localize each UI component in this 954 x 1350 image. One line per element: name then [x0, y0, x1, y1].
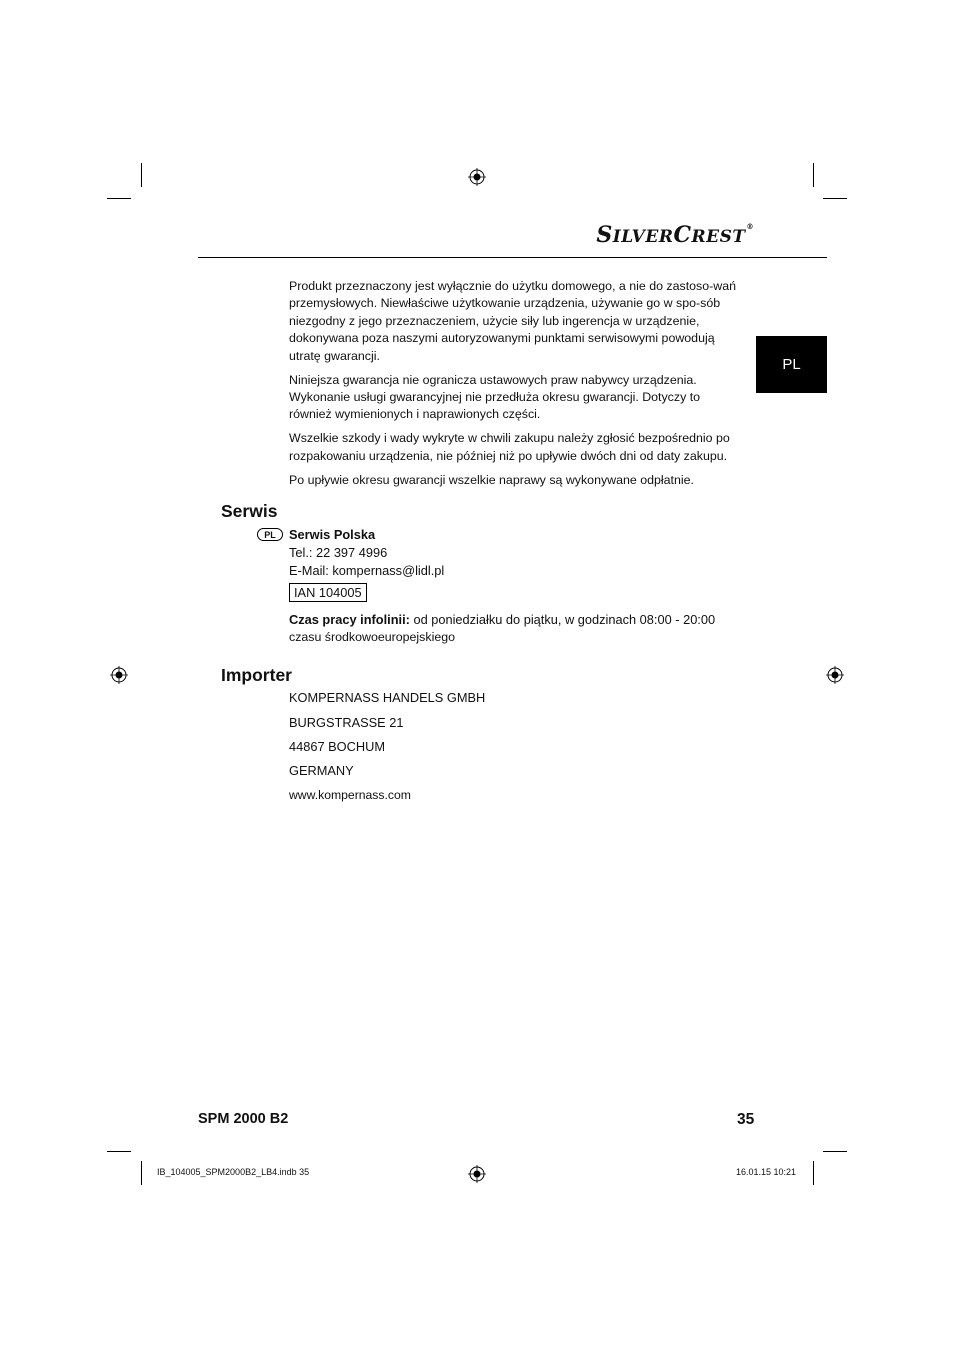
hours-label: Czas pracy infolinii: [289, 612, 410, 627]
importer-website: www.kompernass.com [289, 788, 411, 802]
crop-mark [141, 1161, 142, 1185]
silvercrest-logo: SILVERCREST® [596, 222, 754, 248]
ian-box: IAN 104005 [289, 583, 367, 602]
crop-mark [823, 1151, 847, 1152]
paragraph: Wszelkie szkody i wady wykryte w chwili zakupu należy zgłosić bezpośrednio po rozpakowaniu urządzenia, nie później niż po upływie dwóch dni od daty zakupu. [289, 431, 730, 463]
hours-text: od poniedziałku do piątku, w godzinach 08:00 - 20:00 [409, 612, 716, 627]
service-email: E-Mail: kompernass@lidl.pl [289, 563, 445, 578]
registration-mark-icon [826, 666, 844, 684]
crop-mark [813, 163, 814, 187]
model-number: SPM 2000 B2 [198, 1111, 289, 1127]
crop-mark [813, 1161, 814, 1185]
paragraph: Niniejsza gwarancja nie ogranicza ustawowych praw nabywcy urządzenia. Wykonanie usługi gwarancyjnej nie przedłuża okresu gwarancji. Dotyczy to również wymienionych i naprawionych części. [289, 372, 701, 422]
paragraph: Produkt przeznaczony jest wyłącznie do użytku domowego, a nie do zastoso-wań przemysłowych. Niewłaściwe użytkowanie urządzenia, używanie go w spo-sób niezgodny z jego przeznaczeniem, użycie siły lub ingerencja w urządzenie, dokonywana poza naszymi autoryzowanymi punktami serwisowymi powodują utratę gwarancji. [289, 279, 736, 363]
page-number: 35 [737, 1111, 755, 1128]
registration-mark-icon [468, 168, 486, 186]
hotline-hours [289, 612, 715, 627]
crop-mark [107, 1151, 131, 1152]
country-badge: PL [257, 528, 283, 541]
importer-line: BURGSTRASSE 21 [289, 715, 404, 730]
header-rule [198, 257, 827, 258]
warranty-text [289, 278, 739, 495]
section-heading-service: Serwis [221, 501, 278, 521]
service-name: Serwis Polska [289, 527, 376, 542]
registration-mark-icon [468, 1165, 486, 1183]
section-heading-importer: Importer [221, 665, 292, 685]
crop-mark [141, 163, 142, 187]
crop-mark [107, 198, 131, 199]
print-slug-file: IB_104005_SPM2000B2_LB4.indb 35 [157, 1167, 310, 1177]
importer-line: KOMPERNASS HANDELS GMBH [289, 690, 486, 705]
language-tab: PL [756, 336, 827, 393]
paragraph: Po upływie okresu gwarancji wszelkie naprawy są wykonywane odpłatnie. [289, 472, 694, 487]
service-phone: Tel.: 22 397 4996 [289, 545, 388, 560]
registration-mark-icon [110, 666, 128, 684]
importer-line: GERMANY [289, 763, 354, 778]
importer-line: 44867 BOCHUM [289, 739, 386, 754]
print-slug-date: 16.01.15 10:21 [736, 1167, 797, 1177]
crop-mark [823, 198, 847, 199]
hotline-hours-timezone: czasu środkowoeuropejskiego [289, 630, 455, 644]
